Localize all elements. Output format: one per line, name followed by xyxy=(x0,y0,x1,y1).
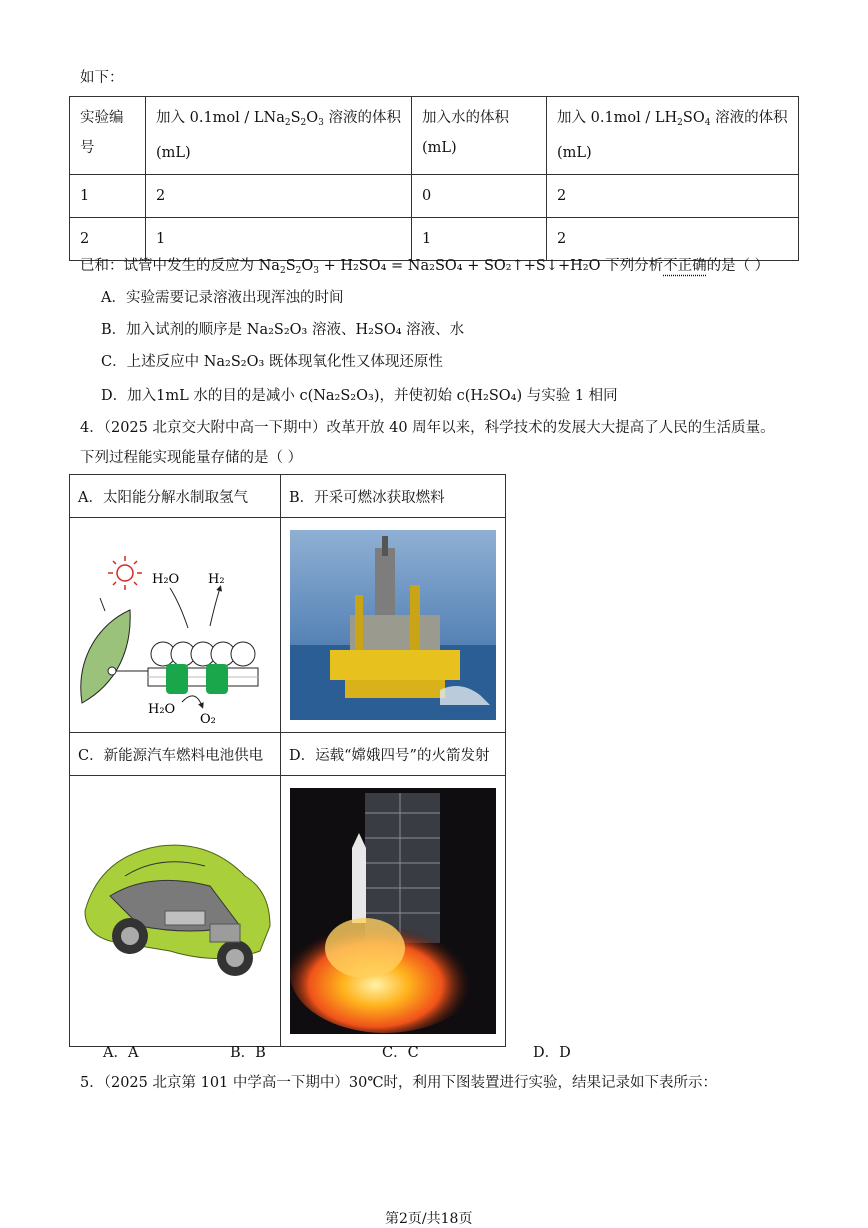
cell-a-label: A．太阳能分解水制取氢气 xyxy=(70,475,281,518)
header-cell: 加入水的体积 (mL) xyxy=(412,97,547,175)
option-b: B．加入试剂的顺序是 Na₂S₂O₃ 溶液、H₂SO₄ 溶液、水 xyxy=(101,322,465,338)
header-cell: 加入 $0.1mol / LH_2SO_4$ 溶液的体积 (mL) xyxy=(547,97,799,175)
cell-d-image xyxy=(281,776,506,1047)
question-4-line2: 下列过程能实现能量存储的是（ ） xyxy=(80,450,303,466)
table-cell: 2 xyxy=(547,175,799,218)
diagram-label: H₂ xyxy=(208,572,225,587)
experiment-table xyxy=(69,96,799,261)
cell-c-label: C．新能源汽车燃料电池供电 xyxy=(70,733,281,776)
table-cell: 1 xyxy=(70,175,146,218)
table-cell: 1 xyxy=(146,218,412,261)
table-cell: 2 xyxy=(146,175,412,218)
diagram-label: H₂O xyxy=(152,572,180,587)
header-cell: 加入 $0.1mol / LNa_2S_2O_3$ 溶液的体积 (mL) xyxy=(146,97,412,175)
answer-a: A．A xyxy=(103,1045,139,1061)
answer-d: D．D xyxy=(533,1045,571,1061)
table-row xyxy=(70,175,799,218)
answer-b: B．B xyxy=(230,1045,266,1061)
question-5-text: 5．（2025 北京第 101 中学高一下期中）30℃时，利用下图装置进行实验，结果记录如下表所示： xyxy=(80,1075,718,1091)
drilling-platform-photo xyxy=(290,530,496,720)
answer-c: C．C xyxy=(382,1045,419,1061)
reaction-statement: 已和：试管中发生的反应为 $Na_2S_2O_3 + H_2SO_4 = Na_2SO_4$ + SO₂↑+S↓+H₂O 下列分析不正确的是（ ） xyxy=(80,258,770,276)
table-cell: 0 xyxy=(412,175,547,218)
fuel-cell-car-image xyxy=(70,776,280,1042)
leaf-icon xyxy=(81,610,130,703)
table-cell: 2 xyxy=(547,218,799,261)
cell-b-image xyxy=(281,518,506,733)
cell-c-image xyxy=(70,776,281,1047)
table-header-row xyxy=(70,97,799,175)
photosynthesis-diagram xyxy=(70,518,280,728)
cell-a-image xyxy=(70,518,281,733)
cell-b-label: B．开采可燃冰获取燃料 xyxy=(281,475,506,518)
intro-text: 如下： xyxy=(80,70,124,86)
cell-d-label: D．运载“嫦娥四号”的火箭发射 xyxy=(281,733,506,776)
option-c: C．上述反应中 Na₂S₂O₃ 既体现氧化性又体现还原性 xyxy=(101,354,443,370)
option-d: D．加入1mL 水的目的是减小 c(Na₂S₂O₃)，并使初始 c(H₂SO₄) 与实验 1 相同 xyxy=(101,388,618,404)
diagram-label: H₂O xyxy=(148,702,176,717)
page-footer: 第2页/共18页 xyxy=(385,1211,473,1227)
option-a: A．实验需要记录溶液出现浑浊的时间 xyxy=(101,290,344,306)
table-cell: 1 xyxy=(412,218,547,261)
rocket-launch-photo xyxy=(290,788,496,1034)
choice-table xyxy=(69,474,506,1047)
emphasis-text: 不正确 xyxy=(663,258,707,274)
header-cell: 实验编 号 xyxy=(70,97,146,175)
diagram-label: O₂ xyxy=(200,712,216,727)
table-cell: 2 xyxy=(70,218,146,261)
question-4-line1: 4．（2025 北京交大附中高一下期中）改革开放 40 周年以来，科学技术的发展大大提高了人民的生活质量。 xyxy=(80,420,775,436)
sun-icon xyxy=(108,556,142,590)
